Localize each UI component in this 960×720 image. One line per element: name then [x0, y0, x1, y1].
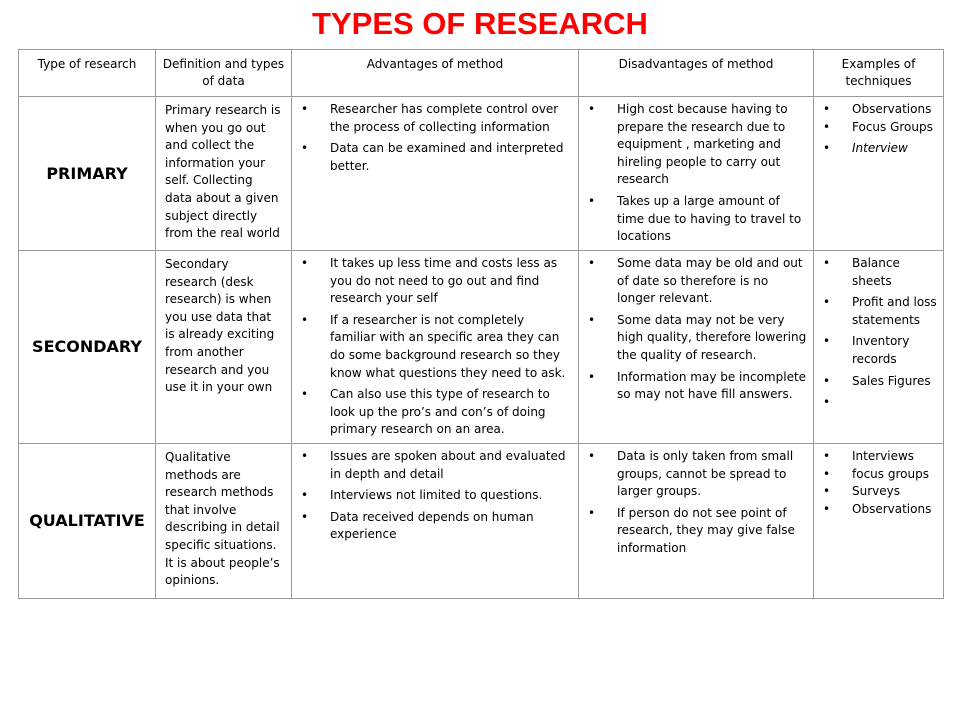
- table-row-primary: [19, 97, 944, 251]
- row-examples-secondary: [814, 251, 944, 444]
- list-item: • Data received depends on human experience: [301, 509, 572, 544]
- row-advantages-primary: [292, 97, 579, 251]
- list-item: • Takes up a large amount of time due to having to travel to locations: [588, 193, 807, 246]
- list-item: • Interviews: [823, 448, 937, 466]
- header-examples: Examples of techniques: [814, 50, 944, 97]
- list-item: • Sales Figures: [823, 373, 937, 391]
- table-row-qualitative: [19, 443, 944, 598]
- row-disadvantages-qualitative: [579, 443, 814, 598]
- row-disadvantages-secondary: [579, 251, 814, 444]
- row-type-primary: PRIMARY: [19, 97, 156, 251]
- page-title: TYPES OF RESEARCH: [312, 6, 648, 41]
- row-definition-qualitative: Qualitative methods are research methods that involve describing in detail specific situations. It is about people’s opinions.: [156, 443, 292, 598]
- list-item: • Issues are spoken about and evaluated in depth and detail: [301, 448, 572, 483]
- row-definition-primary: Primary research is when you go out and collect the information your self. Collecting data about a given subject directly from the real world: [156, 97, 292, 251]
- list-item: • Inventory records: [823, 333, 937, 368]
- header-definition: Definition and types of data: [156, 50, 292, 97]
- row-type-qualitative: QUALITATIVE: [19, 443, 156, 598]
- research-types-table: [18, 49, 944, 599]
- header-type: Type of research: [19, 50, 156, 97]
- table-row-secondary: [19, 251, 944, 444]
- list-item: • Balance sheets: [823, 255, 937, 290]
- header-disadvantages: Disadvantages of method: [579, 50, 814, 97]
- list-item: • Observations: [823, 501, 937, 519]
- header-advantages: Advantages of method: [292, 50, 579, 97]
- list-item: • Can also use this type of research to look up the pro’s and con’s of doing primary research on an area.: [301, 386, 572, 439]
- header-row: [19, 50, 944, 97]
- list-item: • focus groups: [823, 466, 937, 484]
- list-item: • Focus Groups: [823, 119, 937, 137]
- row-advantages-secondary: [292, 251, 579, 444]
- list-item: • High cost because having to prepare the research due to equipment , marketing and hireling people to carry out research: [588, 101, 807, 189]
- list-item: • Data can be examined and interpreted better.: [301, 140, 572, 175]
- row-disadvantages-primary: [579, 97, 814, 251]
- list-item: • Profit and loss statements: [823, 294, 937, 329]
- list-item: • It takes up less time and costs less as you do not need to go out and find research your self: [301, 255, 572, 308]
- list-item: • Some data may not be very high quality, therefore lowering the quality of research.: [588, 312, 807, 365]
- list-item: • Observations: [823, 101, 937, 119]
- list-item: • Interview: [823, 140, 937, 158]
- list-item: • Data is only taken from small groups, cannot be spread to larger groups.: [588, 448, 807, 501]
- list-item: • Some data may be old and out of date so therefore is no longer relevant.: [588, 255, 807, 308]
- row-definition-secondary: Secondary research (desk research) is when you use data that is already exciting from another research and you use it in your own: [156, 251, 292, 444]
- list-item: • Researcher has complete control over the process of collecting information: [301, 101, 572, 136]
- list-item: • If a researcher is not completely familiar with an specific area they can do some background research so they know what questions they need to ask.: [301, 312, 572, 382]
- list-item: • Surveys: [823, 483, 937, 501]
- list-item: • If person do not see point of research, they may give false information: [588, 505, 807, 558]
- row-examples-qualitative: [814, 443, 944, 598]
- row-type-secondary: SECONDARY: [19, 251, 156, 444]
- list-item: • Information may be incomplete so may not have fill answers.: [588, 369, 807, 404]
- list-item: • Interviews not limited to questions.: [301, 487, 572, 505]
- row-examples-primary: [814, 97, 944, 251]
- row-advantages-qualitative: [292, 443, 579, 598]
